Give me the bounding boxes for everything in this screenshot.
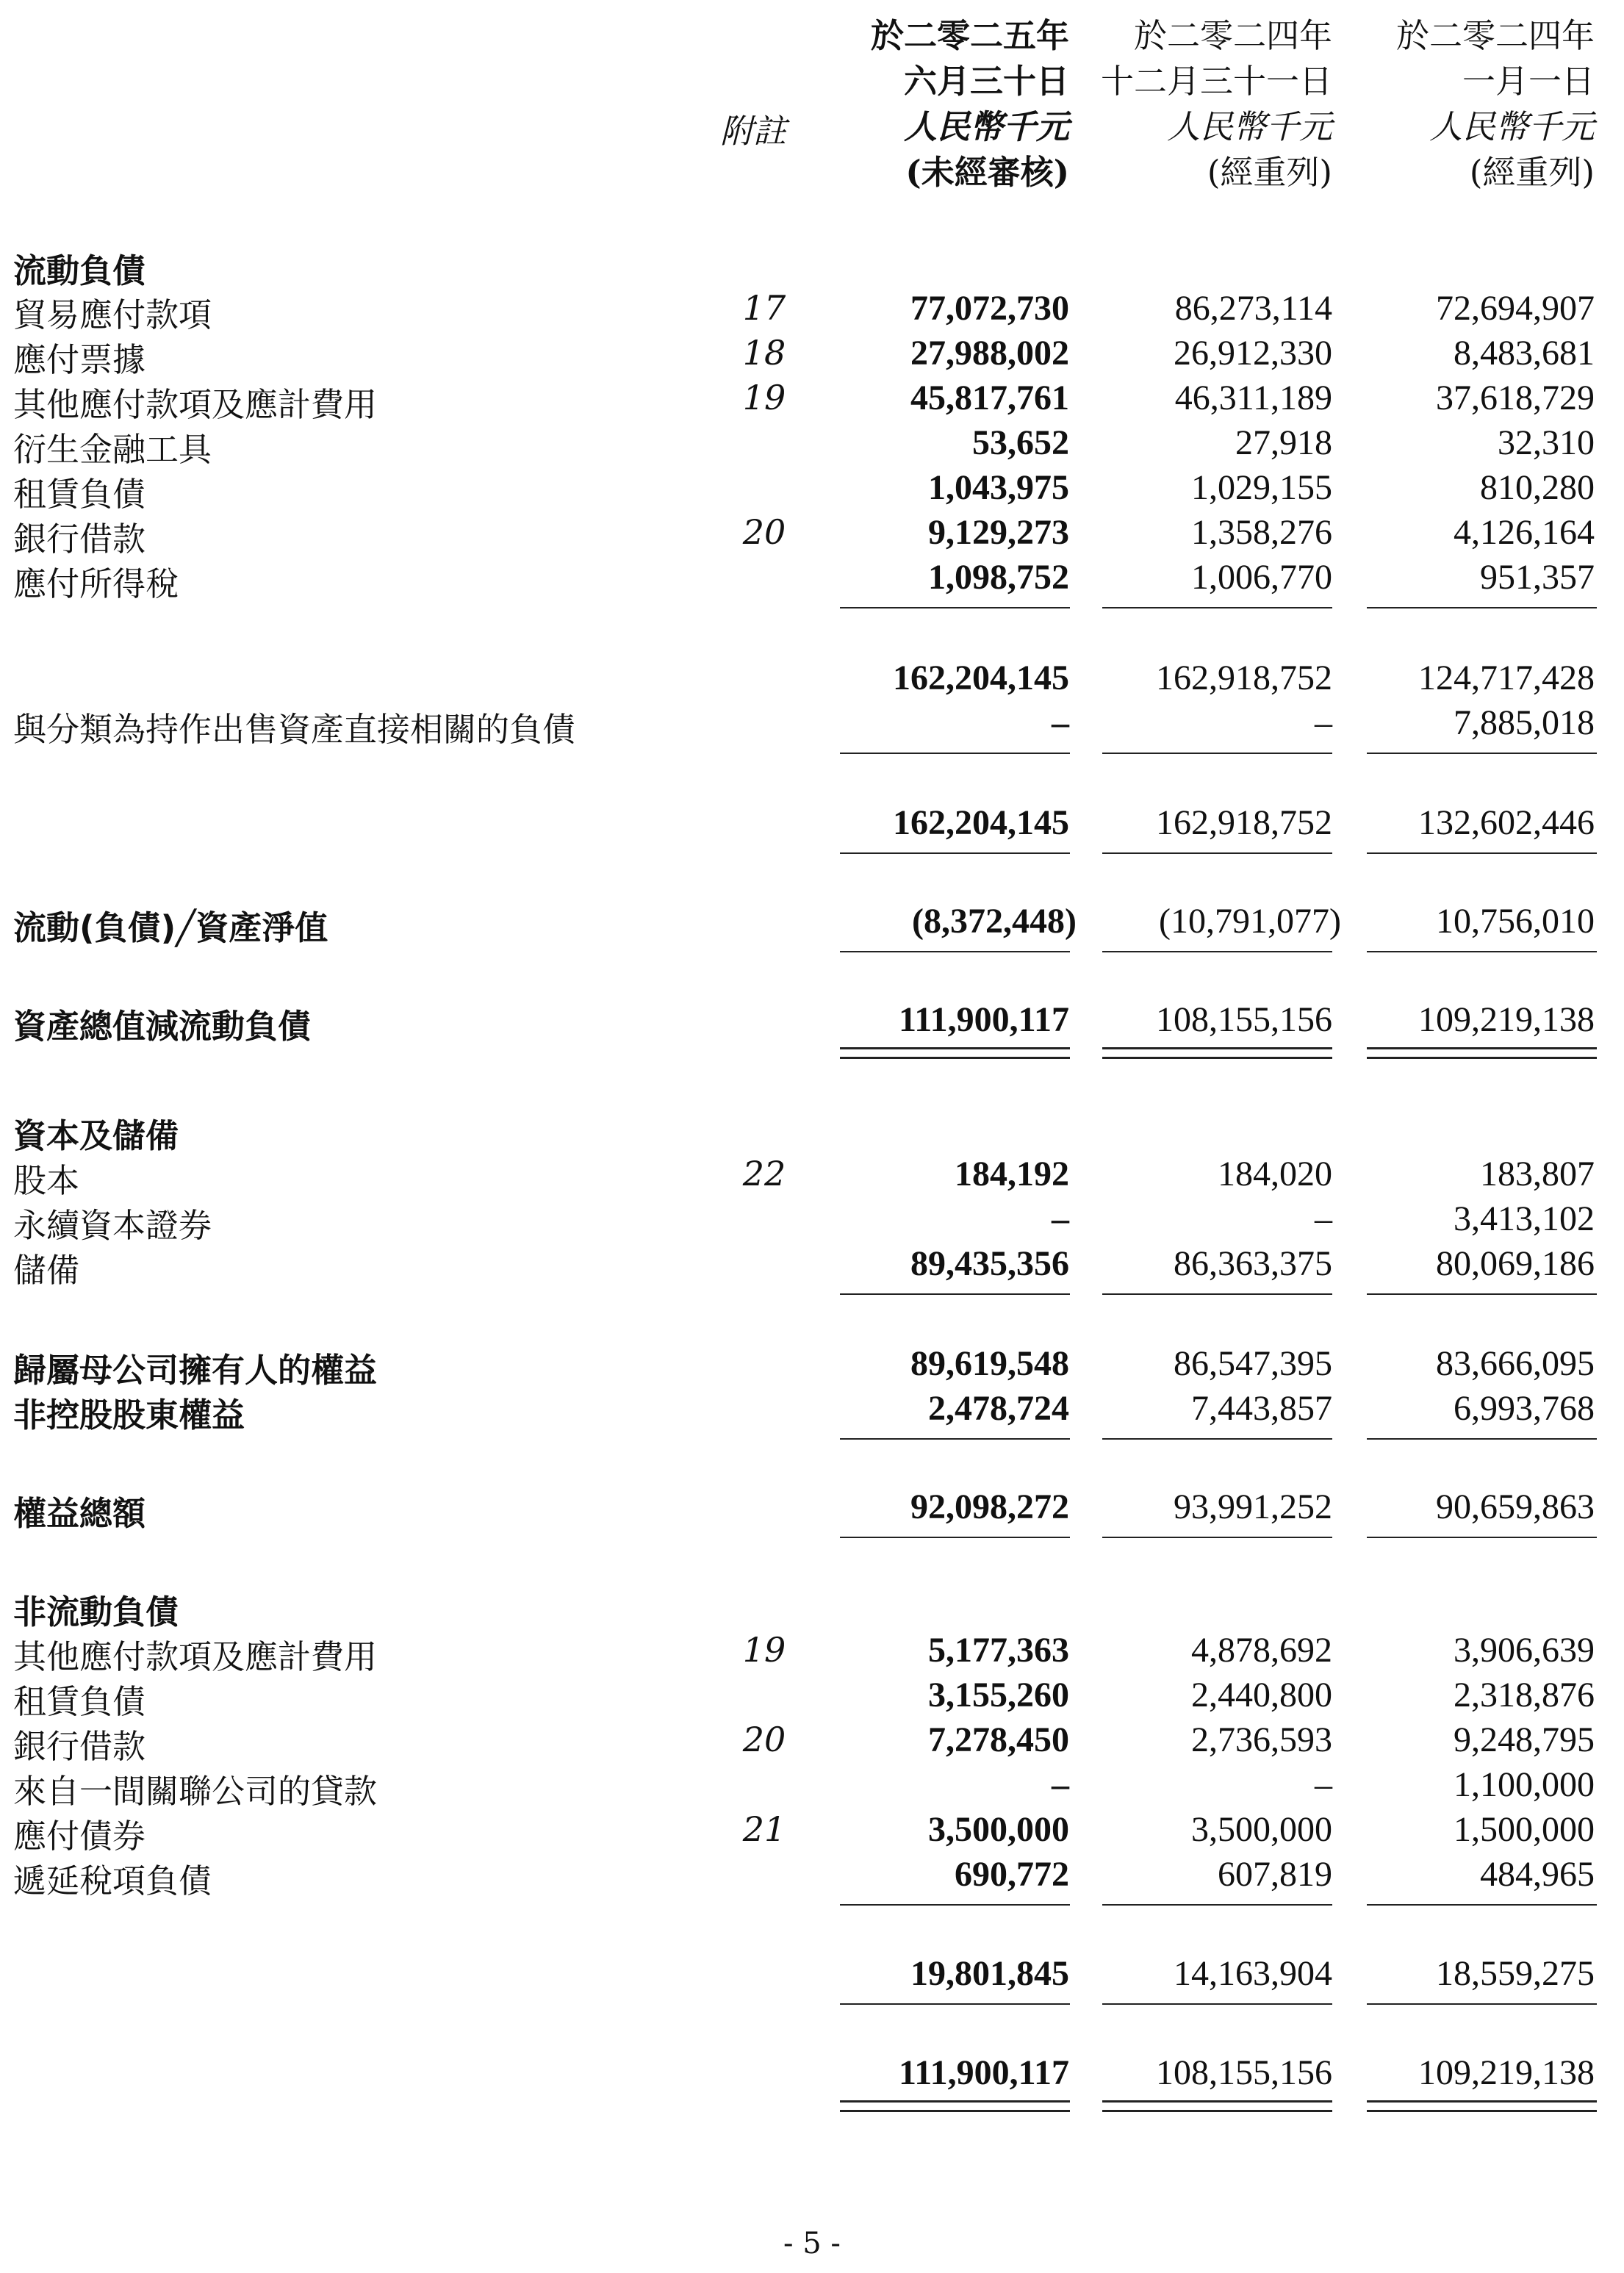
value-2024-jan: 8,483,681 [1454, 334, 1595, 373]
table-row [0, 1630, 1624, 1674]
row-label: 租賃負債 [13, 1682, 146, 1721]
value-2024-dec: – [1315, 703, 1332, 742]
value-2024-jan: 32,310 [1498, 423, 1595, 462]
column-currency: 人民幣千元 [903, 107, 1069, 146]
column-rule [840, 607, 1070, 608]
total-row [0, 1953, 1624, 1997]
row-label: 非控股股東權益 [13, 1396, 245, 1434]
value-2024-jan: 6,993,768 [1454, 1389, 1595, 1428]
column-rule [1367, 1438, 1597, 1440]
value-2024-jan: 72,694,907 [1436, 289, 1595, 328]
value-2025: 9,129,273 [928, 513, 1069, 552]
row-note: 21 [742, 1809, 786, 1849]
value-2024-jan: 10,756,010 [1436, 902, 1595, 941]
column-date-line1: 於二零二四年 [1133, 16, 1332, 55]
value-2024-jan: 80,069,186 [1436, 1244, 1595, 1283]
value-2025: 3,155,260 [928, 1676, 1069, 1714]
column-rule [1367, 951, 1597, 952]
subtotal-row [0, 658, 1624, 702]
value-2024-dec: 108,155,156 [1156, 2053, 1332, 2092]
value-2025: 162,204,145 [893, 658, 1069, 697]
value-2024-jan: 4,126,164 [1454, 513, 1595, 552]
column-date-line1: 於二零二四年 [1395, 16, 1595, 55]
double-rule [1367, 2100, 1597, 2112]
column-rule [1102, 607, 1332, 608]
value-2024-dec: – [1315, 1765, 1332, 1804]
column-date-line2: 六月三十日 [903, 62, 1069, 101]
value-2024-jan: 183,807 [1480, 1155, 1595, 1193]
value-2025: 3,500,000 [928, 1810, 1069, 1849]
value-2025: 89,619,548 [910, 1344, 1069, 1383]
table-row [0, 703, 1624, 747]
double-rule [1102, 1047, 1332, 1059]
table-row [0, 423, 1624, 467]
column-status: (經重列) [1469, 153, 1595, 192]
column-header-2024-01-01 [1330, 13, 1595, 195]
column-date-line1: 於二零二五年 [870, 16, 1069, 55]
column-rule [840, 852, 1070, 854]
value-2024-dec: 162,918,752 [1156, 658, 1332, 697]
row-label: 銀行借款 [13, 1727, 146, 1766]
row-note: 18 [742, 333, 786, 373]
column-rule [840, 753, 1070, 754]
column-rule [840, 2003, 1070, 2005]
value-2025: – [1052, 1199, 1069, 1238]
column-rule [1102, 1904, 1332, 1906]
row-label: 來自一間關聯公司的貸款 [13, 1772, 378, 1811]
value-2024-dec: 86,547,395 [1174, 1344, 1332, 1383]
row-label: 權益總額 [13, 1494, 146, 1533]
double-rule [840, 2100, 1070, 2112]
row-label: 租賃負債 [13, 475, 146, 514]
value-2025: 53,652 [972, 423, 1069, 462]
value-2024-dec: 4,878,692 [1191, 1631, 1332, 1670]
value-2024-dec: 7,443,857 [1191, 1389, 1332, 1428]
table-row [0, 1199, 1624, 1243]
row-label: 其他應付款項及應計費用 [13, 385, 378, 424]
row-label: 儲備 [13, 1251, 80, 1290]
value-2025: 2,478,724 [928, 1389, 1069, 1428]
notes-column-header: 附註 [719, 112, 786, 151]
value-2024-jan: 951,357 [1480, 558, 1595, 597]
value-2025: 111,900,117 [898, 1000, 1069, 1039]
section-title: 流動負債 [13, 251, 146, 290]
row-note: 19 [742, 378, 786, 417]
double-rule [1102, 2100, 1332, 2112]
total-equity-row [0, 1487, 1624, 1531]
section-title: 非流動負債 [13, 1592, 179, 1631]
value-2025: (8,372,448) [912, 902, 1077, 941]
row-label: 與分類為持作出售資產直接相關的負債 [13, 710, 576, 749]
table-row [0, 1675, 1624, 1719]
column-rule [1102, 951, 1332, 952]
value-2024-dec: 2,736,593 [1191, 1720, 1332, 1759]
value-2025: 19,801,845 [910, 1954, 1069, 1993]
value-2025: 1,043,975 [928, 468, 1069, 507]
total-row [0, 802, 1624, 847]
column-rule [840, 1904, 1070, 1906]
value-2025: 162,204,145 [893, 803, 1069, 842]
value-2024-dec: 1,358,276 [1191, 513, 1332, 552]
value-2025: 27,988,002 [910, 334, 1069, 373]
column-currency: 人民幣千元 [1429, 107, 1595, 146]
column-header-2025-06-30 [805, 13, 1069, 195]
column-currency: 人民幣千元 [1166, 107, 1332, 146]
value-2024-dec: 2,440,800 [1191, 1676, 1332, 1714]
row-note: 19 [742, 1630, 786, 1670]
row-note: 20 [742, 1720, 786, 1759]
value-2024-jan: 1,500,000 [1454, 1810, 1595, 1849]
value-2024-jan: 3,413,102 [1454, 1199, 1595, 1238]
double-rule [840, 1047, 1070, 1059]
value-2025: 89,435,356 [910, 1244, 1069, 1283]
value-2024-dec: 14,163,904 [1174, 1954, 1332, 1993]
row-label: 應付債券 [13, 1817, 146, 1856]
value-2024-jan: 18,559,275 [1436, 1954, 1595, 1993]
double-rule [1367, 1047, 1597, 1059]
table-row [0, 557, 1624, 601]
value-2024-dec: 162,918,752 [1156, 803, 1332, 842]
value-2024-dec: 86,273,114 [1174, 289, 1332, 328]
row-note: 22 [742, 1154, 786, 1193]
value-2025: 690,772 [955, 1855, 1069, 1894]
row-label: 貿易應付款項 [13, 295, 212, 334]
row-label: 永續資本證券 [13, 1206, 212, 1245]
value-2025: 92,098,272 [910, 1487, 1069, 1526]
column-rule [1367, 1293, 1597, 1295]
row-label: 應付票據 [13, 340, 146, 379]
value-2024-jan: 3,906,639 [1454, 1631, 1595, 1670]
value-2024-dec: – [1315, 1199, 1332, 1238]
row-label: 遞延稅項負債 [13, 1861, 212, 1900]
value-2024-dec: 46,311,189 [1174, 378, 1332, 417]
row-label: 銀行借款 [13, 520, 146, 559]
table-row [0, 1809, 1624, 1856]
table-row [0, 1243, 1624, 1288]
section-title: 資本及儲備 [13, 1116, 179, 1155]
total-assets-less-cl-row [0, 999, 1624, 1044]
value-2024-jan: 90,659,863 [1436, 1487, 1595, 1526]
table-row [0, 1720, 1624, 1764]
column-rule [1102, 753, 1332, 754]
row-note: 20 [742, 512, 786, 552]
table-row [0, 378, 1624, 422]
table-row [0, 467, 1624, 514]
value-2024-dec: 86,363,375 [1174, 1244, 1332, 1283]
column-status: (未經審核) [905, 153, 1069, 192]
row-label: 流動(負債)╱資產淨值 [13, 908, 328, 947]
value-2024-jan: 124,717,428 [1418, 658, 1595, 697]
value-2024-jan: 9,248,795 [1454, 1720, 1595, 1759]
page-number: - 5 - [783, 2227, 841, 2261]
value-2025: 45,817,761 [910, 378, 1069, 417]
column-rule [1102, 2003, 1332, 2005]
column-rule [1102, 852, 1332, 854]
table-row [0, 512, 1624, 559]
row-label: 應付所得稅 [13, 564, 179, 603]
section-title-capital-reserves [0, 1109, 1624, 1153]
column-date-line2: 十二月三十一日 [1100, 62, 1332, 101]
value-2025: 7,278,450 [928, 1720, 1069, 1759]
column-rule [1367, 753, 1597, 754]
value-2025: 77,072,730 [910, 289, 1069, 328]
value-2024-jan: 109,219,138 [1418, 1000, 1595, 1039]
value-2024-dec: 607,819 [1218, 1855, 1332, 1894]
equity-owners-row [0, 1343, 1624, 1390]
column-rule [1367, 607, 1597, 608]
row-label: 資產總值減流動負債 [13, 1007, 312, 1046]
value-2025: 5,177,363 [928, 1631, 1069, 1670]
value-2025: 111,900,117 [898, 2053, 1069, 2092]
value-2024-jan: 810,280 [1480, 468, 1595, 507]
section-title-current-liabilities [0, 244, 1624, 288]
value-2024-jan: 132,602,446 [1418, 803, 1595, 842]
value-2024-jan: 109,219,138 [1418, 2053, 1595, 2092]
column-header-2024-12-31 [1068, 13, 1332, 195]
row-label: 股本 [13, 1161, 80, 1200]
column-rule [1102, 1537, 1332, 1538]
value-2024-dec: 3,500,000 [1191, 1810, 1332, 1849]
table-row [0, 1854, 1624, 1898]
value-2024-jan: 7,885,018 [1454, 703, 1595, 742]
value-2024-dec: 184,020 [1218, 1155, 1332, 1193]
table-row [0, 1154, 1624, 1198]
column-rule [1102, 1438, 1332, 1440]
value-2025: 184,192 [955, 1155, 1069, 1193]
value-2024-dec: 108,155,156 [1156, 1000, 1332, 1039]
grand-total-row [0, 2053, 1624, 2097]
nci-row [0, 1388, 1624, 1432]
column-rule [1367, 1537, 1597, 1538]
value-2024-dec: 26,912,330 [1174, 334, 1332, 373]
column-status: (經重列) [1207, 153, 1332, 192]
row-label: 其他應付款項及應計費用 [13, 1637, 378, 1676]
row-label: 衍生金融工具 [13, 430, 212, 469]
value-2025: – [1052, 1765, 1069, 1804]
column-rule [840, 1293, 1070, 1295]
section-title-non-current-liabilities [0, 1585, 1624, 1629]
value-2024-jan: 83,666,095 [1436, 1344, 1595, 1383]
column-rule [1102, 1293, 1332, 1295]
column-rule [840, 1438, 1070, 1440]
value-2024-jan: 2,318,876 [1454, 1676, 1595, 1714]
value-2025: 1,098,752 [928, 558, 1069, 597]
value-2024-jan: 1,100,000 [1454, 1765, 1595, 1804]
value-2024-dec: 93,991,252 [1174, 1487, 1332, 1526]
value-2024-jan: 484,965 [1480, 1855, 1595, 1894]
value-2024-dec: 27,918 [1235, 423, 1332, 462]
column-rule [1367, 852, 1597, 854]
row-note: 17 [742, 288, 786, 328]
value-2025: – [1052, 703, 1069, 742]
table-row [0, 288, 1624, 332]
table-row [0, 1764, 1624, 1809]
column-rule [840, 951, 1070, 952]
column-date-line2: 一月一日 [1462, 62, 1595, 101]
table-row [0, 333, 1624, 377]
column-rule [840, 1537, 1070, 1538]
row-label: 歸屬母公司擁有人的權益 [13, 1351, 378, 1390]
value-2024-dec: 1,006,770 [1191, 558, 1332, 597]
column-rule [1367, 1904, 1597, 1906]
net-current-row [0, 901, 1624, 945]
value-2024-dec: (10,791,077) [1159, 902, 1341, 941]
column-rule [1367, 2003, 1597, 2005]
value-2024-dec: 1,029,155 [1191, 468, 1332, 507]
value-2024-jan: 37,618,729 [1436, 378, 1595, 417]
